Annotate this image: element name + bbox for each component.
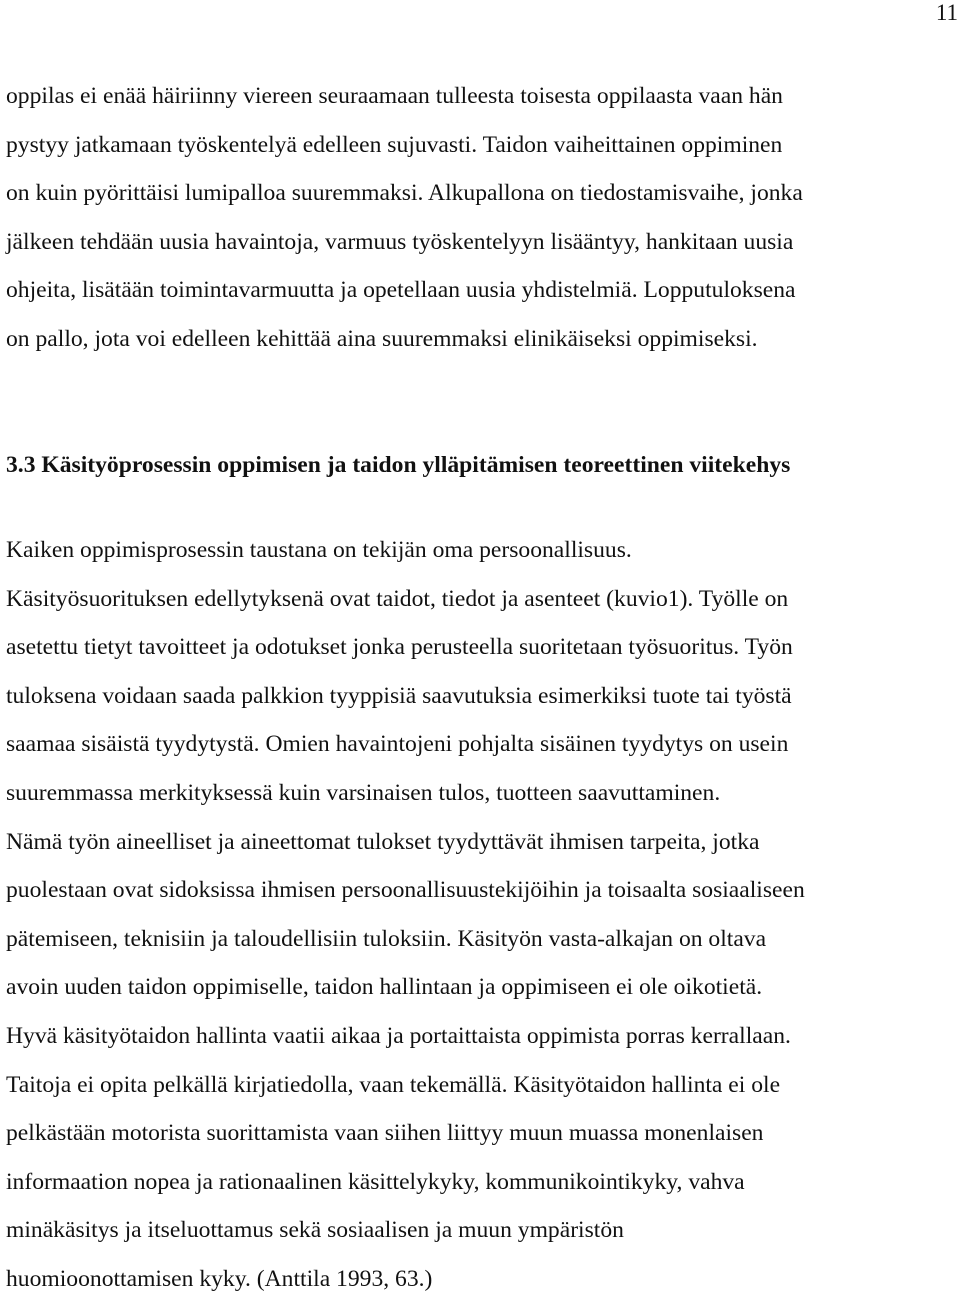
text-line: puolestaan ovat sidoksissa ihmisen persoonallisuustekijöihin ja toisaalta sosiaaliseen (6, 877, 805, 904)
text-line: informaation nopea ja rationaalinen käsittelykyky, kommunikointikyky, vahva (6, 1168, 745, 1195)
text-line: Taitoja ei opita pelkällä kirjatiedolla, vaan tekemällä. Käsityötaidon hallinta ei ole (6, 1071, 781, 1098)
text-line: ohjeita, lisätään toimintavarmuutta ja opetellaan uusia yhdistelmiä. Lopputuloksena (6, 277, 796, 304)
text-line: pelkästään motorista suorittamista vaan siihen liittyy muun muassa monenlaisen (6, 1120, 764, 1147)
section-heading: 3.3 Käsityöprosessin oppimisen ja taidon ylläpitämisen teoreettinen viitekehys (6, 452, 791, 478)
text-line: asetettu tietyt tavoitteet ja odotukset jonka perusteella suoritetaan työsuoritus. Työn (6, 634, 793, 661)
text-line: Kaiken oppimisprosessin taustana on tekijän oma persoonallisuus. (6, 537, 632, 563)
text-line: Käsityösuorituksen edellytyksenä ovat taidot, tiedot ja asenteet (kuvio1). Työlle on (6, 585, 789, 612)
text-line: Hyvä käsityötaidon hallinta vaatii aikaa ja portaittaista oppimista porras kerrallaan. (6, 1022, 791, 1049)
text-line: avoin uuden taidon oppimiselle, taidon hallintaan ja oppimiseen ei ole oikotietä. (6, 974, 763, 1001)
text-line: minäkäsitys ja itseluottamus sekä sosiaalisen ja muun ympäristön (6, 1217, 624, 1244)
text-line: Nämä työn aineelliset ja aineettomat tulokset tyydyttävät ihmisen tarpeita, jotka (6, 828, 760, 855)
text-line: saamaa sisäistä tyydytystä. Omien havaintojeni pohjalta sisäinen tyydytys on usein (6, 731, 789, 758)
body-paragraph-1 (6, 72, 946, 364)
text-line: pätemiseen, teknisiin ja taloudellisiin tuloksiin. Käsityön vasta-alkajan on oltava (6, 925, 767, 952)
text-line: tuloksena voidaan saada palkkion tyyppisiä saavutuksia esimerkiksi tuote tai työstä (6, 682, 792, 709)
text-line: on kuin pyörittäisi lumipalloa suuremmaksi. Alkupallona on tiedostamisvaihe, jonka (6, 180, 803, 207)
text-line: oppilas ei enää häiriinny viereen seuraamaan tulleesta toisesta oppilaasta vaan hän (6, 83, 783, 109)
text-line: pystyy jatkamaan työskentelyä edelleen sujuvasti. Taidon vaiheittainen oppiminen (6, 131, 783, 158)
body-paragraph-2 (6, 526, 946, 1304)
text-line: jälkeen tehdään uusia havaintoja, varmuus työskentelyyn lisääntyy, hankitaan uusia (6, 228, 794, 255)
page-number: 11 (935, 0, 958, 25)
text-line: on pallo, jota voi edelleen kehittää aina suuremmaksi elinikäiseksi oppimiseksi. (6, 325, 758, 352)
text-line: suuremmassa merkityksessä kuin varsinaisen tulos, tuotteen saavuttaminen. (6, 779, 721, 806)
text-line: huomioonottamisen kyky. (Anttila 1993, 63.) (6, 1265, 433, 1292)
